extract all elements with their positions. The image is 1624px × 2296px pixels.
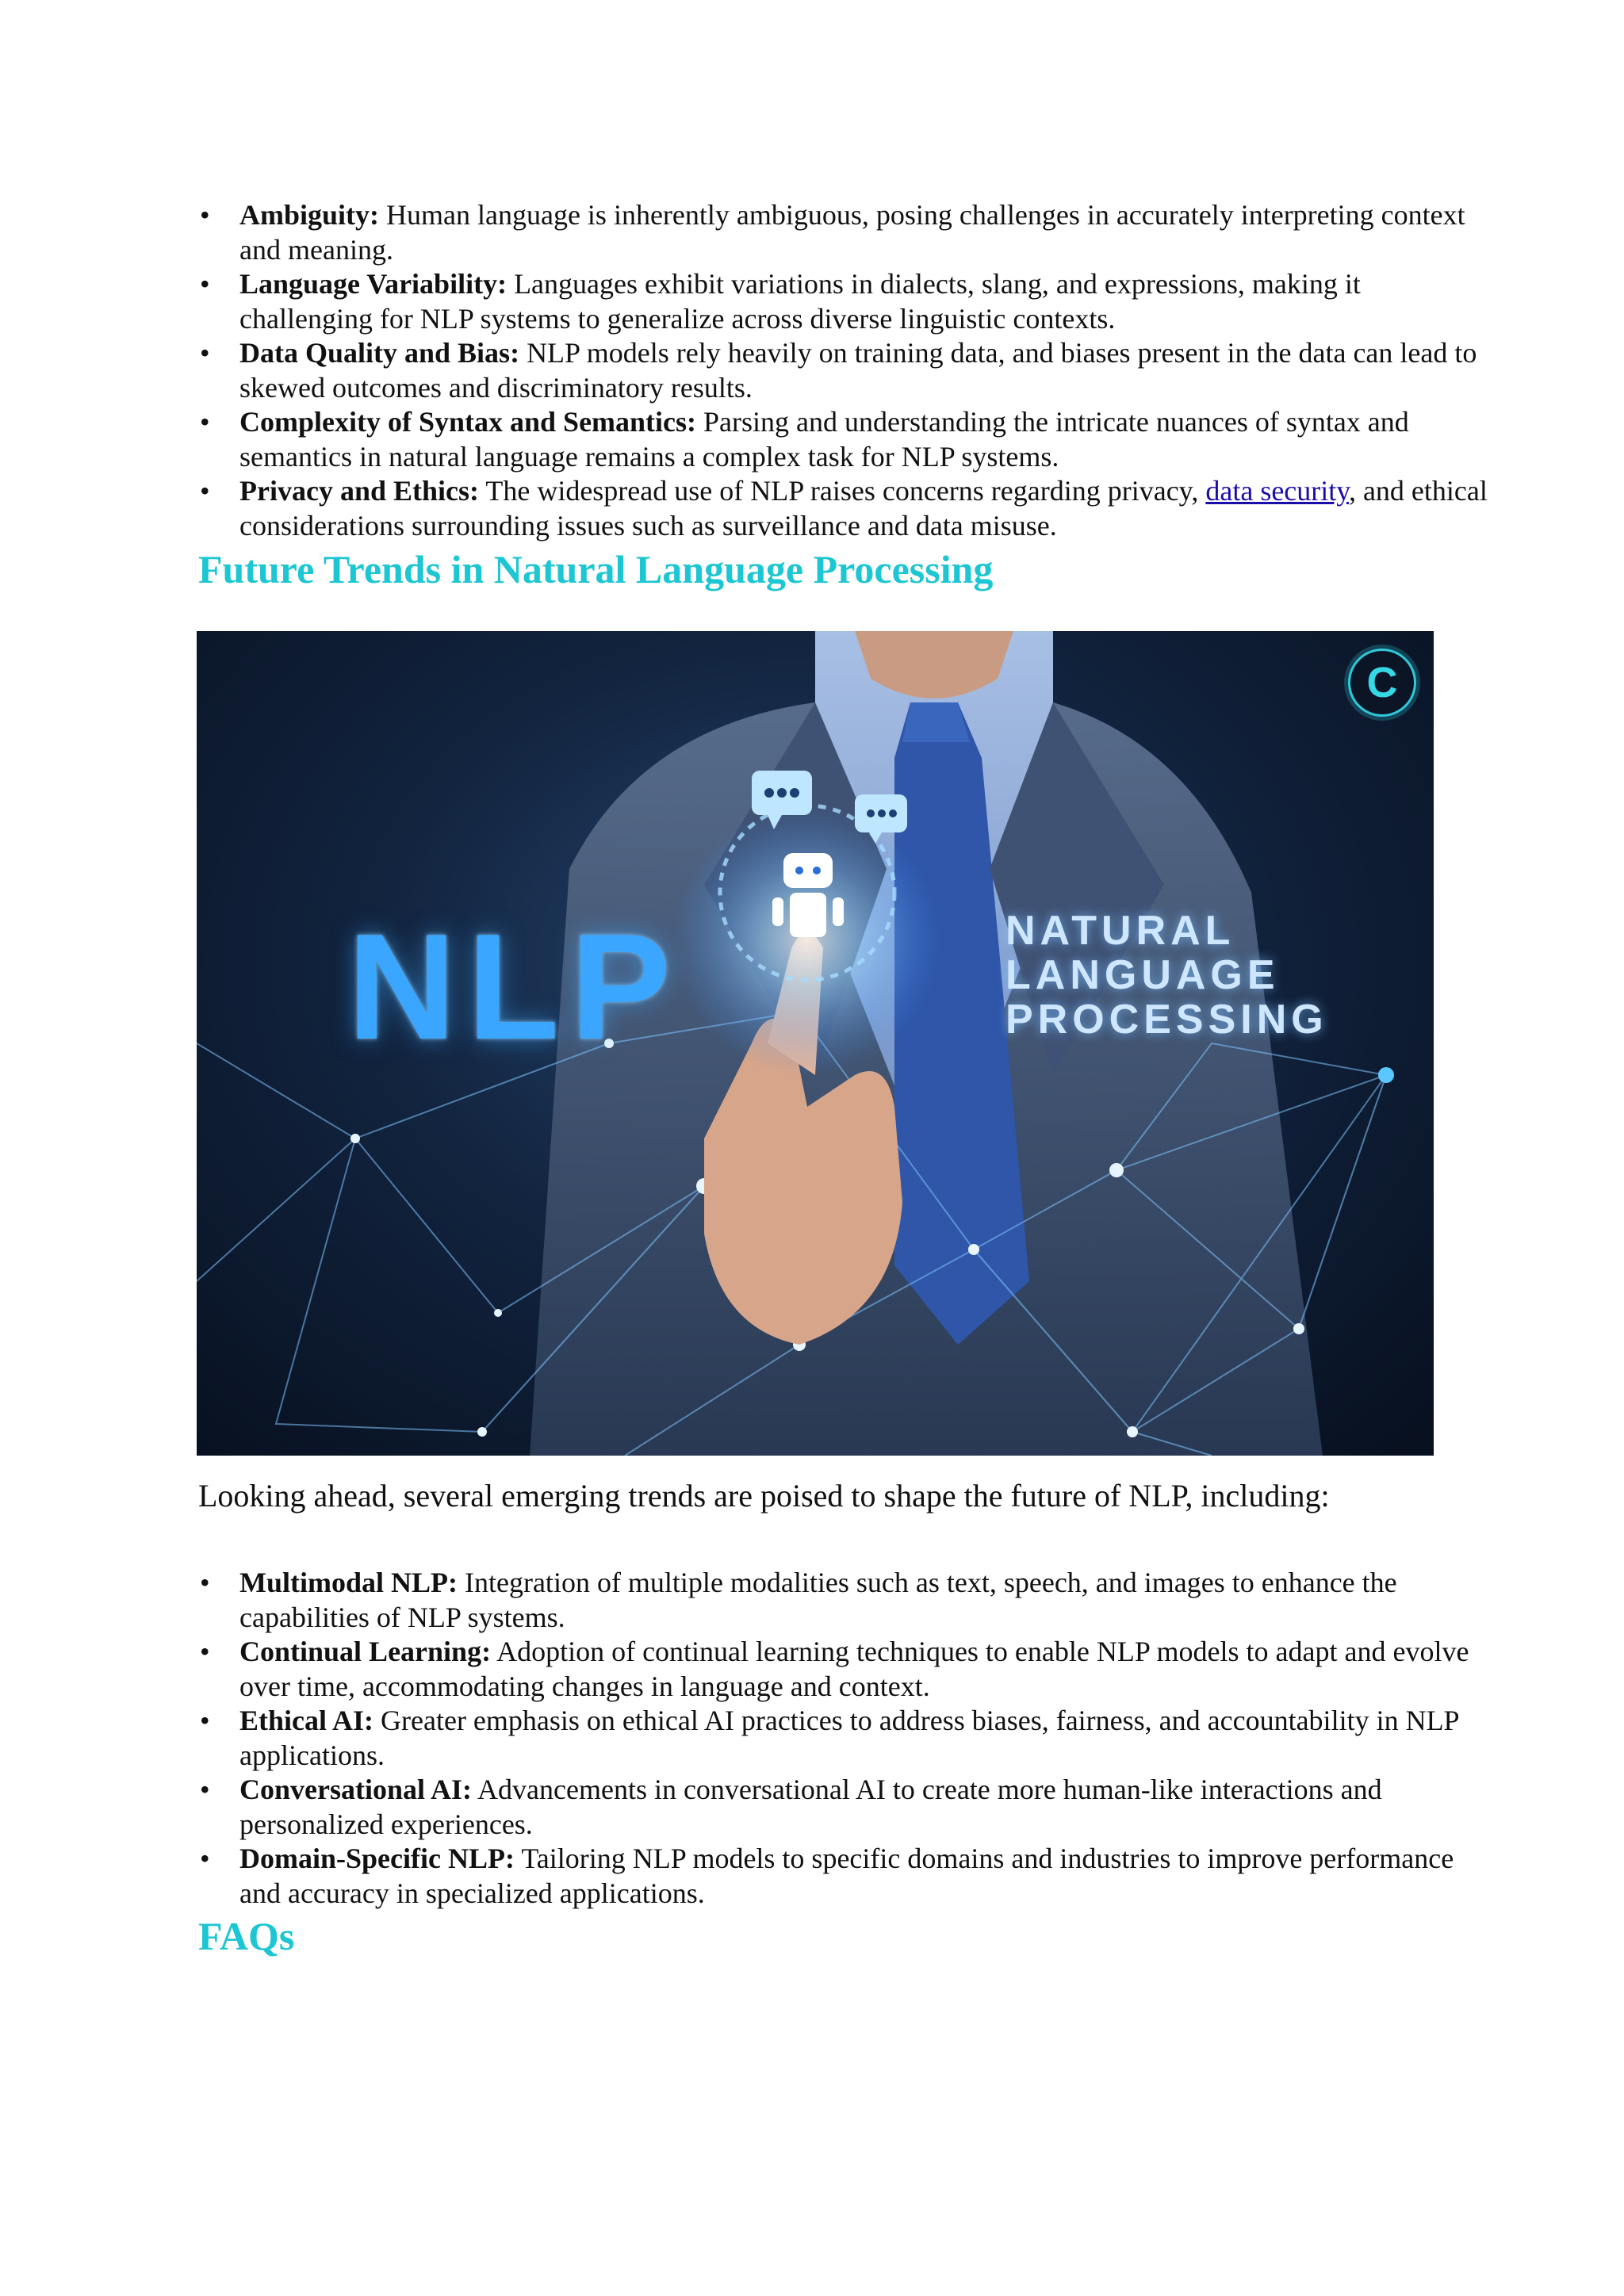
list-item-term: Data Quality and Bias: [239, 337, 520, 369]
list-item [239, 1842, 1500, 1911]
list-item-text: , and ethical considerations surrounding issues such as surveillance and data misuse. [239, 475, 1488, 541]
list-item-text: Integration of multiple modalities such as text, speech, and images to enhance the capabilities of NLP systems. [239, 1567, 1397, 1633]
list-item [239, 267, 1500, 336]
list-item-term: Continual Learning: [239, 1636, 492, 1667]
list-item [239, 198, 1500, 267]
list-item-term: Conversational AI: [239, 1774, 473, 1805]
list-item-term: Complexity of Syntax and Semantics: [239, 406, 697, 438]
list-item-text: The widespread use of NLP raises concerns regarding privacy, [479, 475, 1206, 507]
faqs-heading: FAQs [198, 1914, 295, 1958]
list-item-text: Greater emphasis on ethical AI practices to address biases, fairness, and accountability in NLP applications. [239, 1705, 1459, 1771]
list-item-term: Privacy and Ethics: [239, 475, 479, 507]
list-item [239, 1773, 1500, 1842]
list-item-text: NLP models rely heavily on training data, and biases present in the data can lead to skewed outcomes and discriminatory results. [239, 337, 1477, 404]
list-item-term: Ethical AI: [239, 1705, 374, 1736]
list-item-text: Languages exhibit variations in dialects, slang, and expressions, making it challenging for NLP systems to generalize across diverse linguistic contexts. [239, 268, 1361, 335]
list-item-term: Multimodal NLP: [239, 1567, 458, 1598]
list-item-term: Domain-Specific NLP: [239, 1843, 515, 1874]
trends-list [198, 1566, 1500, 1911]
hero-nlp-title: NLP [347, 903, 682, 1071]
challenges-list [198, 198, 1500, 543]
brand-logo-icon: C [1348, 649, 1416, 717]
list-item-text: Tailoring NLP models to specific domains and industries to improve performance and accuracy in specialized applications. [239, 1843, 1454, 1909]
hero-processing-text: PROCESSING [1005, 997, 1328, 1043]
list-item [239, 1635, 1500, 1704]
list-item [239, 1566, 1500, 1635]
list-item-term: Ambiguity: [239, 199, 380, 231]
future-trends-heading: Future Trends in Natural Language Processing [198, 547, 994, 591]
data-security-link[interactable]: data security [1205, 475, 1349, 507]
list-item-term: Language Variability: [239, 268, 508, 300]
nlp-hero-image [197, 631, 1434, 1456]
hero-language-text: LANGUAGE [1005, 952, 1280, 998]
list-item-text: Parsing and understanding the intricate nuances of syntax and semantics in natural language remains a complex task for NLP systems. [239, 406, 1409, 473]
hero-natural-text: NATURAL [1005, 908, 1235, 954]
list-item-text: Adoption of continual learning techniques to enable NLP models to adapt and evolve over time, accommodating changes in language and context. [239, 1636, 1469, 1702]
list-item-text: Human language is inherently ambiguous, posing challenges in accurately interpreting context and meaning. [239, 199, 1465, 266]
trends-intro-paragraph: Looking ahead, several emerging trends are poised to shape the future of NLP, including: [198, 1478, 1330, 1513]
list-item [239, 405, 1500, 474]
list-item [239, 336, 1500, 405]
list-item [239, 474, 1500, 543]
list-item-text: Advancements in conversational AI to create more human-like interactions and personalized experiences. [239, 1774, 1382, 1840]
list-item [239, 1704, 1500, 1773]
